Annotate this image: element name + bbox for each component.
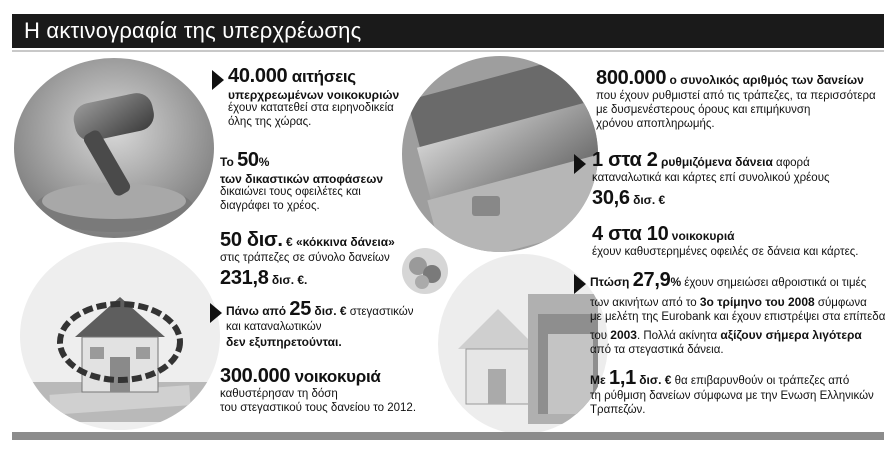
stat-line: όλης της χώρας.: [228, 116, 312, 129]
stat-label: ρυθμιζόμενα δάνεια: [657, 155, 773, 169]
stat-text: σύμφωνα: [814, 297, 867, 309]
stat-block-regulated-loans: [596, 66, 876, 131]
stat-value: 40.000: [228, 65, 288, 87]
arrow-icon: [574, 274, 586, 294]
header-bar: [12, 14, 884, 48]
stat-block-arrears: [592, 222, 858, 260]
stat-line: των δικαστικών αποφάσεων: [220, 172, 384, 186]
stat-block-decisions: [220, 148, 383, 214]
stat-value: 30,6: [592, 186, 630, 209]
stat-value: 1,1: [609, 367, 636, 389]
stat-line: διαγράφει το χρέος.: [220, 200, 320, 213]
stat-label: νοικοκυριά: [668, 229, 735, 243]
stat-prefix: Πάνω από: [226, 304, 290, 318]
stat-value: 231,8: [220, 266, 269, 289]
stat-block-property-prices: [590, 268, 885, 358]
arrow-icon: [210, 303, 222, 323]
page-title: Η ακτινογραφία της υπερχρέωσης: [24, 18, 362, 43]
stat-unit: %: [258, 155, 270, 169]
stat-label: στεγαστικών: [346, 306, 414, 318]
stat-label: έχουν σημειώσει αθροιστικά οι τιμές: [681, 277, 867, 289]
stat-highlight: 2003: [610, 327, 637, 342]
stat-label: αιτήσεις: [287, 67, 356, 86]
stat-value: 300.000: [220, 365, 291, 387]
stat-value: 4 στα 10: [592, 223, 669, 245]
stat-prefix: Το: [220, 155, 238, 169]
stat-line: στις τράπεζες σε σύνολο δανείων: [220, 252, 390, 264]
stat-block-applications: [228, 64, 399, 130]
stat-line: με δυσμενέστερους όρους και επιμήκυνση: [596, 103, 811, 116]
stat-block-households: [220, 364, 416, 416]
stat-value: 27,9: [632, 269, 671, 291]
stat-line: δικαιώνει τους οφειλέτες και: [220, 186, 361, 199]
stat-prefix: Με: [590, 373, 610, 387]
credit-cards-photo: [402, 56, 598, 252]
stat-highlight: 3ο τρίμηνο του 2008: [699, 295, 815, 309]
header-divider: [12, 50, 884, 52]
stat-value: 800.000: [596, 67, 667, 89]
stat-block-unserviced: [226, 297, 413, 349]
stat-value: 1 στα 2: [592, 149, 658, 171]
stat-line: Τραπεζών.: [590, 403, 646, 416]
stat-text: των ακινήτων από το: [590, 297, 700, 309]
stat-line: που έχουν ρυθμιστεί από τις τράπεζες, τα περισσότερα: [596, 90, 876, 102]
stat-label: νοικοκυριά: [290, 367, 381, 386]
stat-line: από τα στεγαστικά δάνεια.: [590, 344, 724, 357]
stat-unit: %: [670, 275, 682, 289]
stat-label: ο συνολικός αριθμός των δανείων: [666, 73, 864, 87]
stat-text: . Πολλά ακίνητα: [636, 329, 721, 342]
stat-unit: δισ. €.: [268, 272, 308, 287]
stat-value: 50 δισ.: [220, 229, 283, 251]
stat-line: χρόνου αποπληρωμής.: [596, 117, 715, 130]
stat-line: και καταναλωτικών: [226, 321, 322, 333]
chained-house-photo: [20, 242, 220, 430]
stat-line: του στεγαστικού τους δανείου το 2012.: [220, 401, 417, 414]
stat-label: θα επιβαρυνθούν οι τράπεζες από: [671, 375, 850, 387]
stat-line: έχουν κατατεθεί στα ειρηνοδικεία: [228, 102, 394, 115]
stat-unit: δισ. €: [635, 373, 672, 387]
stat-label: € «κόκκινα δάνεια»: [282, 235, 395, 249]
money-rolls-photo: [402, 248, 448, 294]
footer-bar: [12, 432, 884, 440]
stat-line: τη ρύθμιση δανείων σύμφωνα με την Ενωση Ελληνικών: [590, 390, 874, 402]
stat-line: έχουν καθυστερημένες οφειλές σε δάνεια και κάρτες.: [592, 246, 859, 258]
stat-line: καθυστέρησαν τη δόση: [220, 388, 338, 400]
arrow-icon: [574, 154, 586, 174]
stat-value: 50: [237, 149, 259, 171]
stat-unit: δισ. €: [311, 304, 347, 318]
stat-line: με μελέτη της Eurobank και έχουν επιστρέψει στα επίπεδα: [590, 311, 886, 324]
stat-line: καταναλωτικά και κάρτες επί συνολικού χρέους: [592, 172, 830, 184]
stat-text: του: [590, 329, 611, 342]
stat-block-bad-loans: [220, 228, 395, 290]
stat-label: αφορά: [772, 157, 810, 169]
stat-unit: δισ. €: [629, 192, 666, 207]
stat-highlight: αξίζουν σήμερα λιγότερα: [720, 327, 862, 342]
gavel-photo: [14, 58, 214, 238]
stat-line: δεν εξυπηρετούνται.: [226, 334, 342, 349]
arrow-icon: [212, 70, 224, 90]
stat-value: 25: [289, 298, 312, 320]
stat-block-bank-cost: [590, 366, 874, 418]
stat-prefix: Πτώση: [590, 275, 633, 289]
stat-block-consumer-loans: [592, 148, 830, 210]
stat-line: υπερχρεωμένων νοικοκυριών: [228, 88, 400, 102]
